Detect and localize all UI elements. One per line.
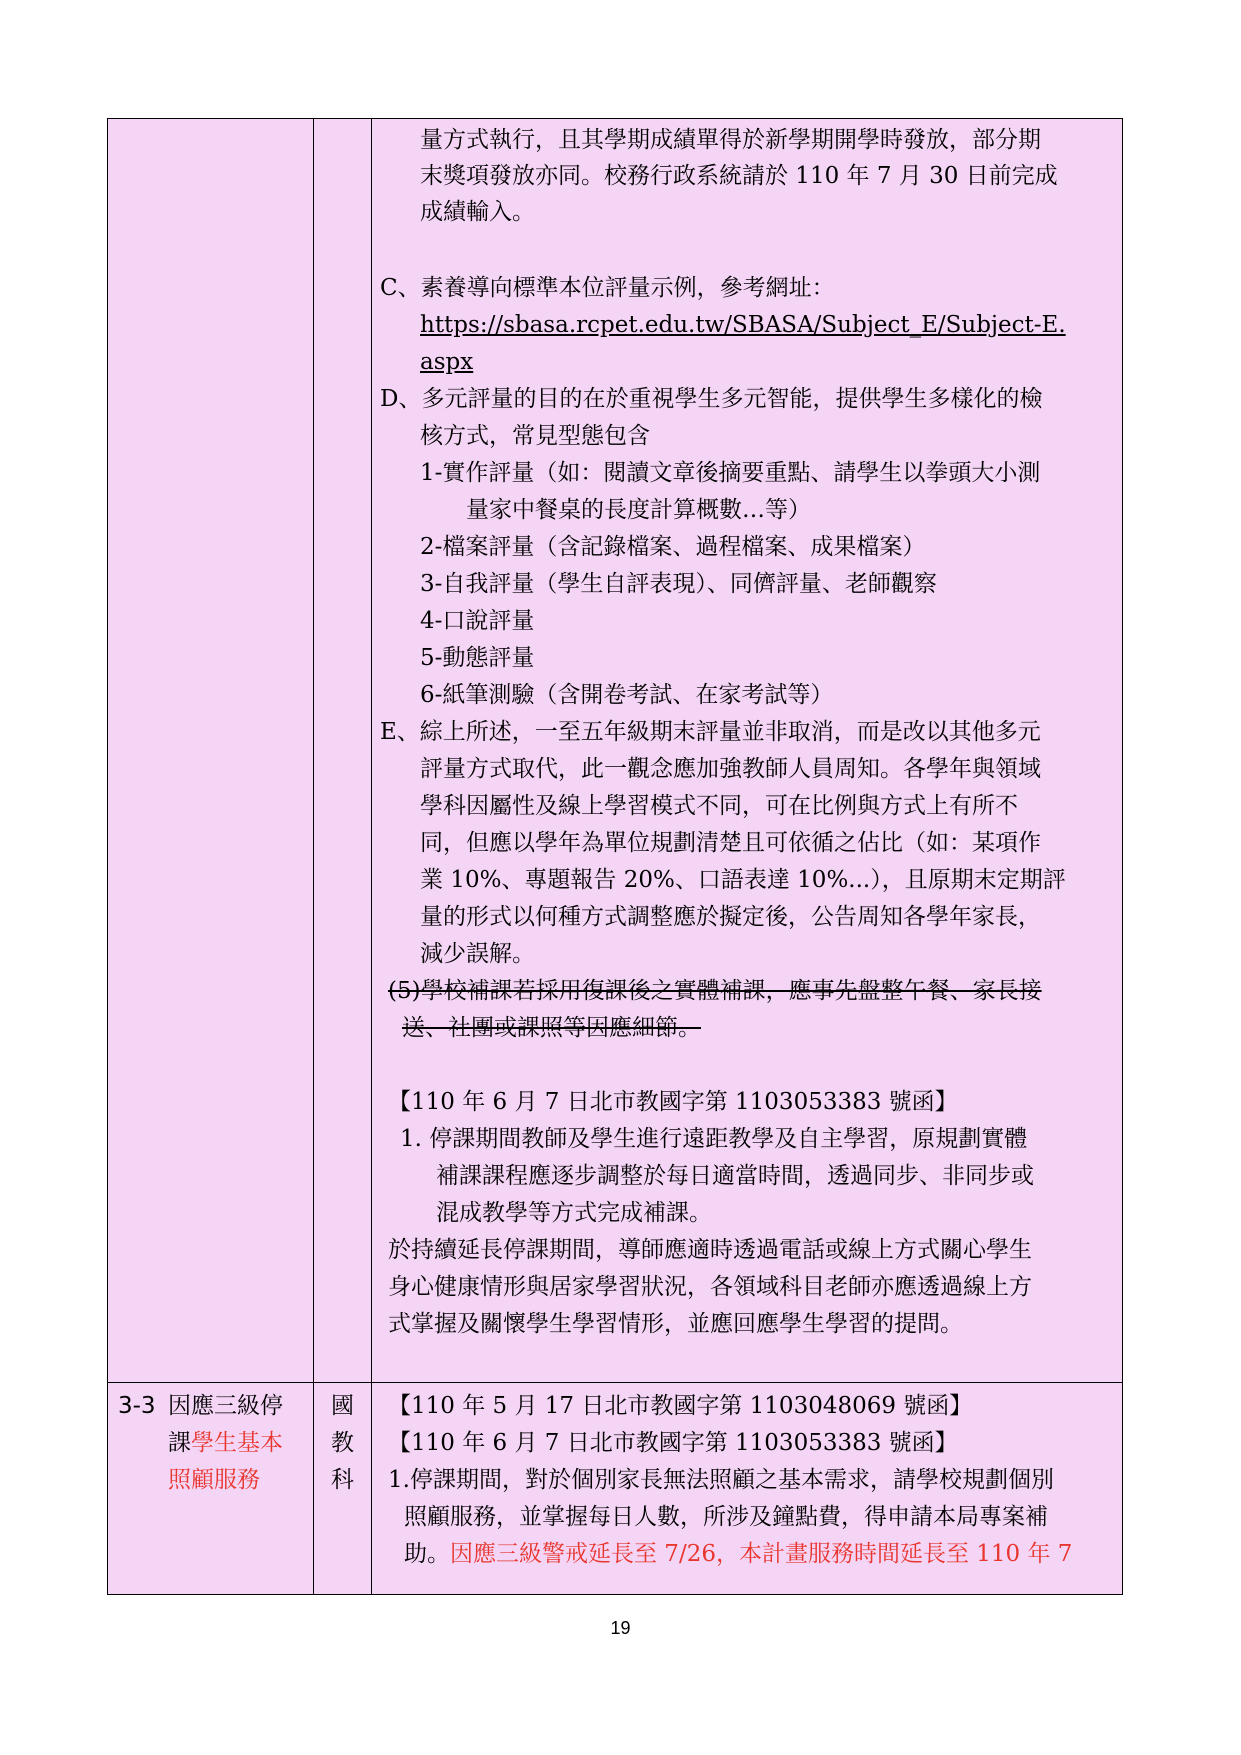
unit-cell xyxy=(314,1383,372,1595)
item-title: 課學生基本 xyxy=(168,1430,283,1456)
struck-text-line: (5)學校補課若採用復課後之實體補課，應事先盤整午餐、家長接 xyxy=(388,978,1042,1004)
document-reference: 【110 年 6 月 7 日北市教國字第 1103053383 號函】 xyxy=(388,1089,958,1115)
text-line: 身心健康情形與居家學習狀況，各領域科目老師亦應透過線上方 xyxy=(388,1274,1032,1300)
text-line: 量家中餐桌的長度計算概數…等） xyxy=(466,497,811,523)
item-title: 照顧服務 xyxy=(168,1467,260,1493)
text-line: 補課課程應逐步調整於每日適當時間，透過同步、非同步或 xyxy=(436,1163,1034,1189)
reference-link-continued[interactable]: aspx xyxy=(420,349,474,375)
text-line: 混成教學等方式完成補課。 xyxy=(436,1200,712,1226)
item-cell xyxy=(108,119,314,1383)
item-title: 因應三級停 xyxy=(168,1393,283,1419)
text-line: 式掌握及關懷學生學習情形，並應回應學生學習的提問。 xyxy=(388,1311,963,1337)
table-row xyxy=(108,1383,1123,1595)
list-item: 1. 停課期間教師及學生進行遠距教學及自主學習，原規劃實體 xyxy=(400,1126,1028,1152)
document-reference: 【110 年 5 月 17 日北市教國字第 1103048069 號函】 xyxy=(388,1393,973,1419)
list-item: 5-動態評量 xyxy=(420,645,535,671)
text-line: 量的形式以何種方式調整應於擬定後，公告周知各學年家長， xyxy=(420,904,1041,930)
section-c-heading: C、素養導向標準本位評量示例，參考網址： xyxy=(380,275,835,301)
item-cell xyxy=(108,1383,314,1595)
content-cell xyxy=(372,1383,1123,1595)
struck-text-line: 送、社團或課照等因應細節。 xyxy=(402,1015,701,1041)
item-number: 3-3 xyxy=(118,1393,156,1419)
text-line: 評量方式取代，此一觀念應加強教師人員周知。各學年與領域 xyxy=(420,756,1041,782)
section-e-heading: E、綜上所述，一至五年級期末評量並非取消，而是改以其他多元 xyxy=(380,719,1041,745)
section-d-heading: D、多元評量的目的在於重視學生多元智能，提供學生多樣化的檢 xyxy=(380,386,1043,412)
unit-cell xyxy=(314,119,372,1383)
unit-char: 教 xyxy=(331,1430,354,1456)
text-line: 同，但應以學年為單位規劃清楚且可依循之佔比（如：某項作 xyxy=(420,830,1041,856)
text-line: 成績輸入。 xyxy=(420,199,535,225)
list-item: 6-紙筆測驗（含開卷考試、在家考試等） xyxy=(420,682,834,708)
list-item: 1-實作評量（如：閱讀文章後摘要重點、請學生以拳頭大小測 xyxy=(420,460,1041,486)
text-line: 業 10%、專題報告 20%、口語表達 10%...），且原期末定期評 xyxy=(420,867,1066,893)
list-item: 1.停課期間，對於個別家長無法照顧之基本需求，請學校規劃個別 xyxy=(388,1467,1054,1493)
content-table xyxy=(107,118,1123,1595)
text-line: 核方式，常見型態包含 xyxy=(420,423,650,449)
table-row xyxy=(108,119,1123,1383)
text-line: 於持續延長停課期間，導師應適時透過電話或線上方式關心學生 xyxy=(388,1237,1032,1263)
text-line: 量方式執行，且其學期成績單得於新學期開學時發放，部分期 xyxy=(420,127,1041,153)
text-line: 助。因應三級警戒延長至 7/26，本計畫服務時間延長至 110 年 7 xyxy=(404,1541,1073,1567)
list-item: 2-檔案評量（含記錄檔案、過程檔案、成果檔案） xyxy=(420,534,926,560)
text-line: 減少誤解。 xyxy=(420,941,535,967)
document-reference: 【110 年 6 月 7 日北市教國字第 1103053383 號函】 xyxy=(388,1430,958,1456)
text-line: 末獎項發放亦同。校務行政系統請於 110 年 7 月 30 日前完成 xyxy=(420,163,1058,189)
list-item: 4-口說評量 xyxy=(420,608,535,634)
text-line: 學科因屬性及線上學習模式不同，可在比例與方式上有所不 xyxy=(420,793,1018,819)
unit-char: 國 xyxy=(331,1393,354,1419)
content-cell xyxy=(372,119,1123,1383)
reference-link[interactable]: https://sbasa.rcpet.edu.tw/SBASA/Subject_E/Subject-E. xyxy=(420,312,1066,338)
list-item: 3-自我評量（學生自評表現）、同儕評量、老師觀察 xyxy=(420,571,937,597)
page-number: 19 xyxy=(610,1618,631,1638)
unit-char: 科 xyxy=(331,1467,354,1493)
text-line: 照顧服務，並掌握每日人數，所涉及鐘點費，得申請本局專案補 xyxy=(404,1504,1048,1530)
